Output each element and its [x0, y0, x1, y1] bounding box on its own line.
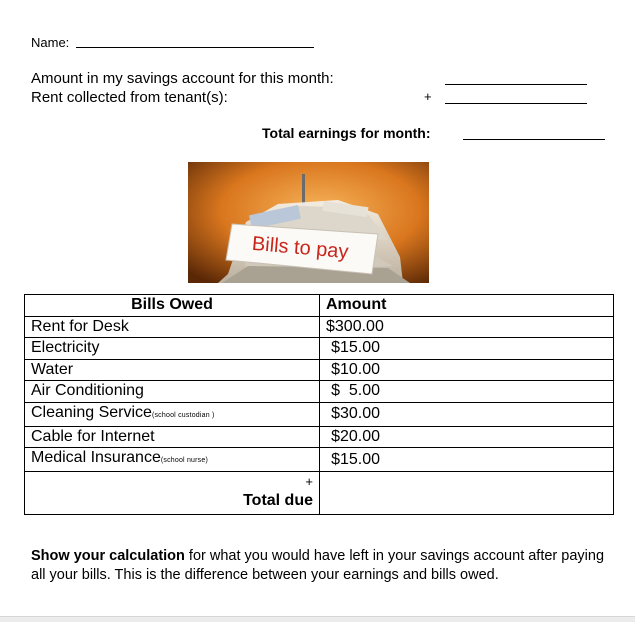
savings-label: Amount in my savings account for this month: [31, 70, 334, 87]
total-due-label: Total due [243, 492, 313, 509]
bill-amount: $ 5.00 [331, 382, 380, 400]
header-amount: Amount [320, 295, 614, 317]
rent-label: Rent collected from tenant(s): [31, 89, 228, 106]
bill-name: Medical Insurance [31, 449, 161, 466]
table-row [25, 448, 614, 472]
total-earnings-field[interactable] [463, 139, 605, 140]
table-row [25, 338, 614, 360]
name-field[interactable] [76, 47, 314, 48]
bills-to-pay-image [188, 162, 429, 283]
total-due-field[interactable] [320, 472, 614, 515]
bill-amount: $15.00 [331, 450, 380, 468]
table-row [25, 316, 614, 338]
page-bottom-edge [0, 616, 635, 622]
rent-field[interactable] [445, 103, 587, 104]
name-label: Name: [31, 35, 70, 50]
instructions [31, 547, 611, 584]
bill-amount: $10.00 [331, 360, 380, 378]
image-caption: Bills to pay [251, 232, 350, 264]
header-bills-owed: Bills Owed [25, 295, 320, 317]
instructions-text: for what you would have left in your savings account after paying all your bills. This is the difference between your earnings and bills owed. [31, 548, 605, 583]
bills-table [24, 294, 614, 515]
bill-note: (school nurse) [160, 457, 208, 464]
table-row [25, 402, 614, 426]
bill-name: Cleaning Service [31, 403, 152, 421]
bill-name: Air Conditioning [31, 382, 144, 400]
plus-sign: + [424, 89, 432, 104]
bill-amount: $20.00 [331, 427, 380, 445]
bill-name: Water [31, 360, 74, 378]
bill-name: Electricity [31, 339, 100, 357]
bill-name: Rent for Desk [31, 317, 129, 335]
bill-amount: $15.00 [331, 339, 380, 357]
savings-field[interactable] [445, 84, 587, 85]
bill-amount: $30.00 [331, 405, 380, 422]
total-earnings-label: Total earnings for month: [262, 125, 431, 141]
table-row [25, 426, 614, 448]
bill-amount: $300.00 [326, 317, 384, 335]
total-row [25, 472, 614, 515]
instructions-bold: Show your calculation [31, 548, 185, 564]
bill-name: Cable for Internet [31, 427, 155, 445]
total-plus-sign: + [305, 474, 313, 489]
table-row [25, 359, 614, 381]
bill-note: (school custodian ) [151, 411, 215, 419]
table-row [25, 381, 614, 403]
